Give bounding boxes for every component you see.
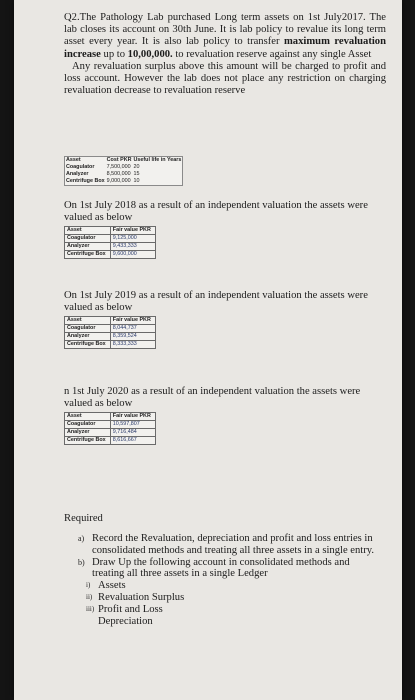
question-policy-paragraph: Any revaluation surplus above this amount will be charged to profit and loss account. However the lab does not place any restriction on charging revaluation decrease to revaluation reserve	[64, 60, 386, 97]
table-cell: 8,500,000	[106, 171, 131, 177]
required-task-list	[78, 533, 378, 627]
table-cell: Analyzer	[65, 429, 111, 437]
table-cell: Centrifuge Box	[65, 341, 111, 349]
table-cell: 20	[133, 164, 140, 170]
table-row	[65, 437, 156, 445]
column-header: Asset	[65, 317, 111, 325]
subitem-text: Depreciation	[98, 615, 153, 627]
table-cell: 8,333,333	[110, 341, 155, 349]
table-row	[65, 251, 156, 259]
subitem-text: Profit and Loss	[98, 603, 163, 615]
list-item	[78, 604, 378, 616]
table-row	[65, 178, 183, 186]
table-cell: Analyzer	[65, 243, 111, 251]
column-header: Asset	[65, 227, 111, 235]
table-cell: 9,433,333	[110, 243, 155, 251]
table-cell: 8,616,667	[110, 437, 155, 445]
table-cell: 15	[133, 171, 140, 177]
table-cell: 9,716,484	[110, 429, 155, 437]
column-header: Fair value PKR	[110, 413, 155, 421]
table-row	[65, 341, 156, 349]
question-line: Q2.The Pathology Lab purchased Long term assets on 1st July2017. The lab closes its account on 30th June. It is lab policy to revalue its long term asset every year. It is also lab policy to transfer	[64, 12, 386, 48]
table-cell: Coagulator	[65, 421, 111, 429]
table-header-row	[65, 413, 156, 421]
table-cell: 9,000,000	[106, 178, 131, 184]
table-cell: Analyzer	[65, 333, 111, 341]
table-cell: 10	[133, 178, 140, 184]
column-header: Asset	[65, 413, 111, 421]
column-header: Fair value PKR	[110, 227, 155, 235]
column-header: Useful life in Years	[133, 157, 182, 163]
list-marker: iii)	[86, 604, 95, 613]
list-marker: b)	[78, 557, 85, 567]
list-marker: ii)	[86, 592, 93, 601]
table-header-row	[65, 157, 183, 165]
table-row	[65, 325, 156, 333]
valuation-2020-table	[64, 412, 156, 445]
valuation-2019-table	[64, 316, 156, 349]
question-line: up to	[103, 48, 126, 60]
table-cell: 10,597,807	[110, 421, 155, 429]
subitem-text: Assets	[98, 580, 126, 592]
question-line: to revaluation reserve against any single Asset	[175, 48, 372, 60]
table-header-row	[65, 317, 156, 325]
list-item	[78, 533, 378, 557]
table-cell: Centrifuge Box	[66, 178, 105, 184]
table-cell: 9,125,000	[110, 235, 155, 243]
question-paragraph	[64, 12, 386, 61]
task-text: Draw Up the following account in consolidated methods and treating all three assets in a single Ledger	[92, 556, 350, 580]
table-row	[65, 235, 156, 243]
list-item	[78, 592, 378, 604]
valuation-2020-intro: n 1st July 2020 as a result of an independent valuation the assets were valued as below	[64, 386, 361, 409]
table-row	[65, 164, 183, 171]
table-cell: Analyzer	[66, 171, 89, 177]
table-cell: Coagulator	[66, 164, 95, 170]
list-item	[78, 580, 378, 592]
table-cell: 8,359,524	[110, 333, 155, 341]
table-cell: Coagulator	[65, 325, 111, 333]
list-item	[78, 557, 378, 581]
required-heading: Required	[64, 513, 103, 524]
table-row	[65, 171, 183, 178]
valuation-2018-intro: On 1st July 2018 as a result of an independent valuation the assets were valued as below	[64, 200, 368, 223]
table-header-row	[65, 227, 156, 235]
table-cell: Coagulator	[65, 235, 111, 243]
table-cell: 8,044,737	[110, 325, 155, 333]
table-cell: Centrifuge Box	[65, 251, 111, 259]
document-page	[14, 0, 402, 700]
asset-cost-table	[64, 156, 183, 186]
table-row	[65, 429, 156, 437]
list-marker: a)	[78, 534, 85, 543]
subitem-text: Revaluation Surplus	[98, 591, 185, 603]
column-header: Cost PKR	[106, 157, 132, 163]
valuation-2018-table	[64, 226, 156, 259]
table-row	[65, 333, 156, 341]
table-cell: 9,600,000	[110, 251, 155, 259]
column-header: Fair value PKR	[110, 317, 155, 325]
valuation-2019-intro: On 1st July 2019 as a result of an independent valuation the assets were valued as below	[64, 290, 368, 313]
table-row	[65, 243, 156, 251]
table-row	[65, 421, 156, 429]
question-bold-phrase: maximum revaluation increase	[64, 36, 386, 60]
table-cell: 7,500,000	[106, 164, 131, 170]
question-bold-amount: 10,00,000.	[127, 48, 173, 60]
column-header: Asset	[66, 157, 81, 163]
list-item	[78, 616, 378, 628]
list-marker: i)	[86, 581, 91, 590]
table-cell: Centrifuge Box	[65, 437, 111, 445]
task-text: Record the Revaluation, depreciation and profit and loss entries in consolidated methods and treating all three assets in a single entry.	[92, 533, 375, 556]
question-text	[64, 12, 386, 97]
